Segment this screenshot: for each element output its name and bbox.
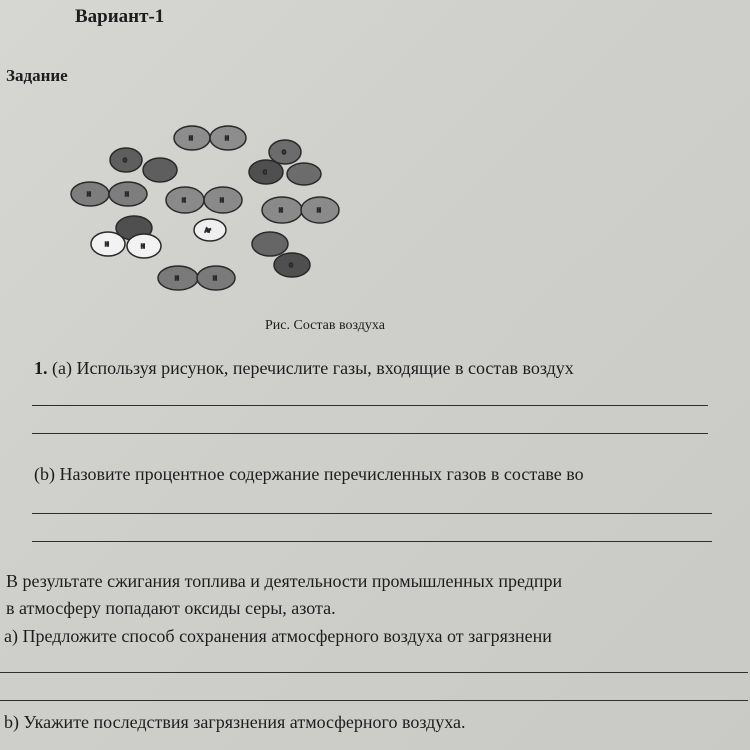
svg-text:H: H xyxy=(105,242,109,248)
question-number: 1. xyxy=(34,358,48,378)
question-1b: (b) Назовите процентное содержание перечисленных газов в составе во xyxy=(34,464,584,484)
variant-title: Вариант-1 xyxy=(75,6,165,27)
svg-text:H: H xyxy=(175,276,179,282)
svg-text:O: O xyxy=(282,150,286,156)
nitrogen-molecule xyxy=(174,126,246,150)
figure-caption: Рис. Состав воздуха xyxy=(265,318,385,333)
svg-text:H: H xyxy=(125,192,129,198)
paragraph-line-2: в атмосферу попадают оксиды серы, азота. xyxy=(6,598,336,618)
question-1a-text: (а) Используя рисунок, перечислите газы, входящие в состав воздух xyxy=(47,358,574,378)
svg-text:H: H xyxy=(225,136,229,142)
svg-text:O: O xyxy=(289,263,293,269)
answer-line[interactable] xyxy=(32,541,712,542)
nitrogen-molecule xyxy=(166,187,242,213)
svg-text:H: H xyxy=(189,136,193,142)
oxygen-molecule xyxy=(110,148,177,182)
answer-line[interactable] xyxy=(0,700,748,701)
svg-text:Ar: Ar xyxy=(205,228,211,234)
answer-line[interactable] xyxy=(32,513,712,514)
question-2b: b) Укажите последствия загрязнения атмосферного воздуха. xyxy=(4,712,466,732)
question-1a xyxy=(34,358,574,379)
svg-text:H: H xyxy=(317,208,321,214)
svg-text:H: H xyxy=(213,276,217,282)
svg-text:H: H xyxy=(279,208,283,214)
svg-text:H: H xyxy=(220,198,224,204)
svg-text:H: H xyxy=(87,192,91,198)
answer-line[interactable] xyxy=(0,672,748,673)
carbon-monoxide-molecule xyxy=(252,232,310,277)
nitrogen-molecule xyxy=(262,197,339,223)
svg-text:C: C xyxy=(263,170,267,176)
question-2a: а) Предложите способ сохранения атмосферного воздуха от загрязнени xyxy=(4,626,552,646)
svg-text:O: O xyxy=(123,158,127,164)
carbon-dioxide-molecule xyxy=(249,140,321,185)
paragraph-line-1: В результате сжигания топлива и деятельности промышленных предпри xyxy=(6,571,563,591)
nitrogen-molecule xyxy=(158,266,235,290)
svg-text:H: H xyxy=(182,198,186,204)
air-composition-figure xyxy=(60,118,360,303)
answer-line[interactable] xyxy=(32,405,708,406)
answer-line[interactable] xyxy=(32,433,708,434)
nitrogen-molecule xyxy=(71,182,147,206)
task-heading: Задание xyxy=(6,66,68,85)
argon-atom xyxy=(194,219,226,241)
svg-text:H: H xyxy=(141,244,145,250)
water-molecule xyxy=(91,216,161,258)
